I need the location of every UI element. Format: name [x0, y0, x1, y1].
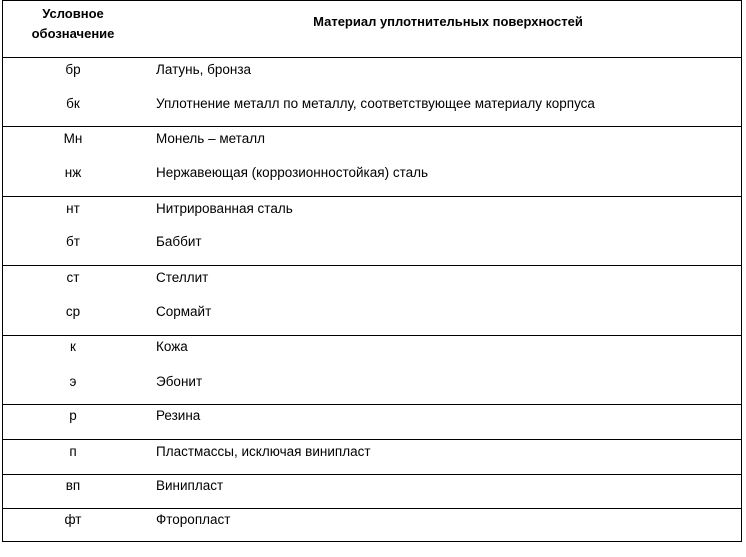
material-cell: Уплотнение металл по металлу, соответствующее материалу корпуса: [156, 96, 595, 111]
table-row: [3, 94, 741, 114]
material-cell: Эбонит: [156, 374, 203, 389]
table-group: [3, 266, 741, 336]
header-code-line-1: Условное: [42, 6, 104, 21]
material-cell: Винипласт: [156, 478, 224, 493]
code-cell: п: [69, 444, 77, 459]
table-group: [3, 475, 741, 509]
code-cell: ср: [65, 304, 81, 319]
code-cell: нж: [64, 165, 82, 180]
code-cell: бт: [66, 234, 80, 249]
material-cell: Сормайт: [156, 304, 212, 319]
table-row: [3, 232, 741, 252]
materials-table: [2, 0, 742, 542]
table-row: [3, 510, 741, 530]
material-cell: Кожа: [156, 339, 188, 354]
code-cell: бк: [66, 96, 80, 111]
table-row: [3, 406, 741, 426]
table-row: [3, 163, 741, 183]
code-cell: бр: [65, 62, 81, 77]
table-group: [3, 440, 741, 475]
code-cell: Мн: [63, 131, 83, 146]
table-row: [3, 442, 741, 462]
header-material-column: Материал уплотнительных поверхностей: [313, 14, 583, 29]
material-cell: Нитрированная сталь: [156, 201, 293, 216]
material-cell: Стеллит: [156, 270, 209, 285]
table-group: [3, 127, 741, 197]
table-header: [3, 1, 741, 58]
table-row: [3, 199, 741, 219]
code-cell: нт: [66, 201, 80, 216]
material-cell: Монель – металл: [156, 131, 265, 146]
material-cell: Резина: [156, 408, 201, 423]
code-cell: вп: [65, 478, 81, 493]
code-cell: к: [70, 339, 76, 354]
material-cell: Нержавеющая (коррозионностойкая) сталь: [156, 165, 429, 180]
material-cell: Латунь, бронза: [156, 62, 252, 77]
code-cell: ст: [66, 270, 80, 285]
table-group: [3, 405, 741, 440]
table-row: [3, 60, 741, 80]
code-cell: фт: [64, 512, 82, 527]
material-cell: Баббит: [156, 234, 202, 249]
table-row: [3, 302, 741, 322]
table-row: [3, 268, 741, 288]
material-cell: Фторопласт: [156, 512, 231, 527]
header-code-line-2: обозначение: [31, 26, 115, 41]
table-row: [3, 372, 741, 392]
table-row: [3, 476, 741, 496]
header-code-column: [3, 4, 143, 44]
table-row: [3, 129, 741, 149]
table-group: [3, 197, 741, 266]
table-group: [3, 509, 741, 541]
code-cell: э: [69, 374, 77, 389]
table-group: [3, 58, 741, 127]
table-group: [3, 336, 741, 405]
code-cell: р: [69, 408, 77, 423]
table-row: [3, 337, 741, 357]
material-cell: Пластмассы, исключая винипласт: [156, 444, 371, 459]
